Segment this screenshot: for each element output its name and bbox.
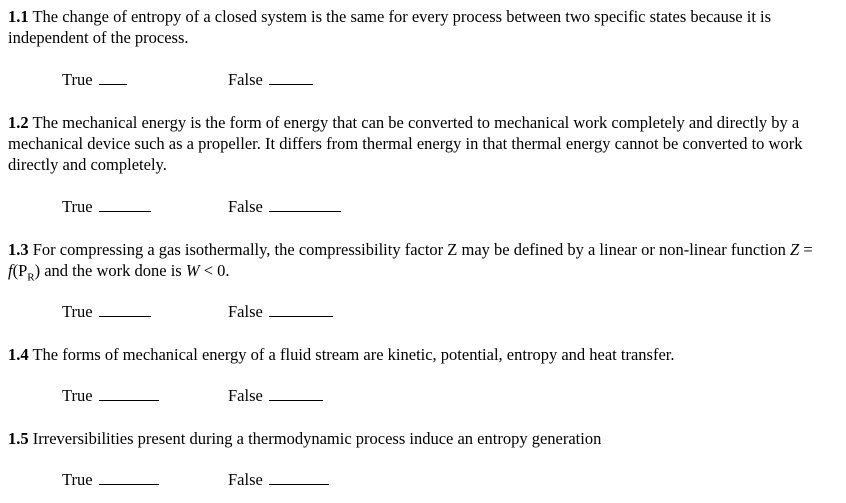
true-label: True xyxy=(62,470,93,489)
true-option[interactable] xyxy=(62,302,151,322)
false-label: False xyxy=(228,70,263,89)
question-number: 1.1 xyxy=(8,7,29,26)
true-label: True xyxy=(62,386,93,405)
true-label: True xyxy=(62,197,93,216)
true-label: True xyxy=(62,302,93,321)
answer-blank[interactable] xyxy=(269,197,341,212)
true-label: True xyxy=(62,70,93,89)
question-1-2 xyxy=(8,112,838,175)
false-option[interactable] xyxy=(228,470,329,490)
true-option[interactable] xyxy=(62,197,151,217)
false-option[interactable] xyxy=(228,197,341,217)
question-1-3 xyxy=(8,239,838,288)
answer-blank[interactable] xyxy=(99,470,159,485)
formula-w: W xyxy=(185,261,200,280)
answer-blank[interactable] xyxy=(269,70,313,85)
answer-blank[interactable] xyxy=(269,470,329,485)
answer-blank[interactable] xyxy=(99,302,151,317)
question-text: The forms of mechanical energy of a fluid stream are kinetic, potential, entropy and heat transfer. xyxy=(32,345,675,364)
answer-blank[interactable] xyxy=(269,302,333,317)
question-text-part1: For compressing a gas isothermally, the compressibility factor Z may be defined by a linear or non-linear function xyxy=(32,240,791,259)
false-label: False xyxy=(228,302,263,321)
answer-blank[interactable] xyxy=(99,70,127,85)
false-option[interactable] xyxy=(228,386,323,406)
question-text-part2: and the work done is xyxy=(40,261,186,280)
answer-blank[interactable] xyxy=(269,386,323,401)
question-number: 1.4 xyxy=(8,345,29,364)
formula-eq: = xyxy=(799,240,813,259)
formula-z: Z xyxy=(790,240,800,259)
question-number: 1.5 xyxy=(8,429,29,448)
false-option[interactable] xyxy=(228,302,333,322)
true-option[interactable] xyxy=(62,386,159,406)
question-text: Irreversibilities present during a thermodynamic process induce an entropy generation xyxy=(32,429,602,448)
formula-arg: (P xyxy=(12,261,28,280)
question-1-4 xyxy=(8,344,838,365)
formula-close: ) xyxy=(34,261,41,280)
question-1-1 xyxy=(8,6,838,48)
answer-blank[interactable] xyxy=(99,197,151,212)
false-option[interactable] xyxy=(228,70,313,90)
true-option[interactable] xyxy=(62,70,127,90)
question-number: 1.2 xyxy=(8,113,29,132)
false-label: False xyxy=(228,197,263,216)
false-label: False xyxy=(228,386,263,405)
answer-blank[interactable] xyxy=(99,386,159,401)
question-1-5 xyxy=(8,428,838,449)
formula-f: f xyxy=(8,261,13,280)
true-option[interactable] xyxy=(62,470,159,490)
formula-lt: < 0. xyxy=(199,261,230,280)
false-label: False xyxy=(228,470,263,489)
question-text: The change of entropy of a closed system is the same for every process between two specific states because it is independent of the process. xyxy=(8,7,772,47)
question-number: 1.3 xyxy=(8,240,29,259)
formula-sub: R xyxy=(27,271,35,284)
question-text: The mechanical energy is the form of energy that can be converted to mechanical work completely and directly by a mechanical device such as a propeller. It differs from thermal energy in that thermal energy cannot be converted to work directly and completely. xyxy=(8,113,803,174)
